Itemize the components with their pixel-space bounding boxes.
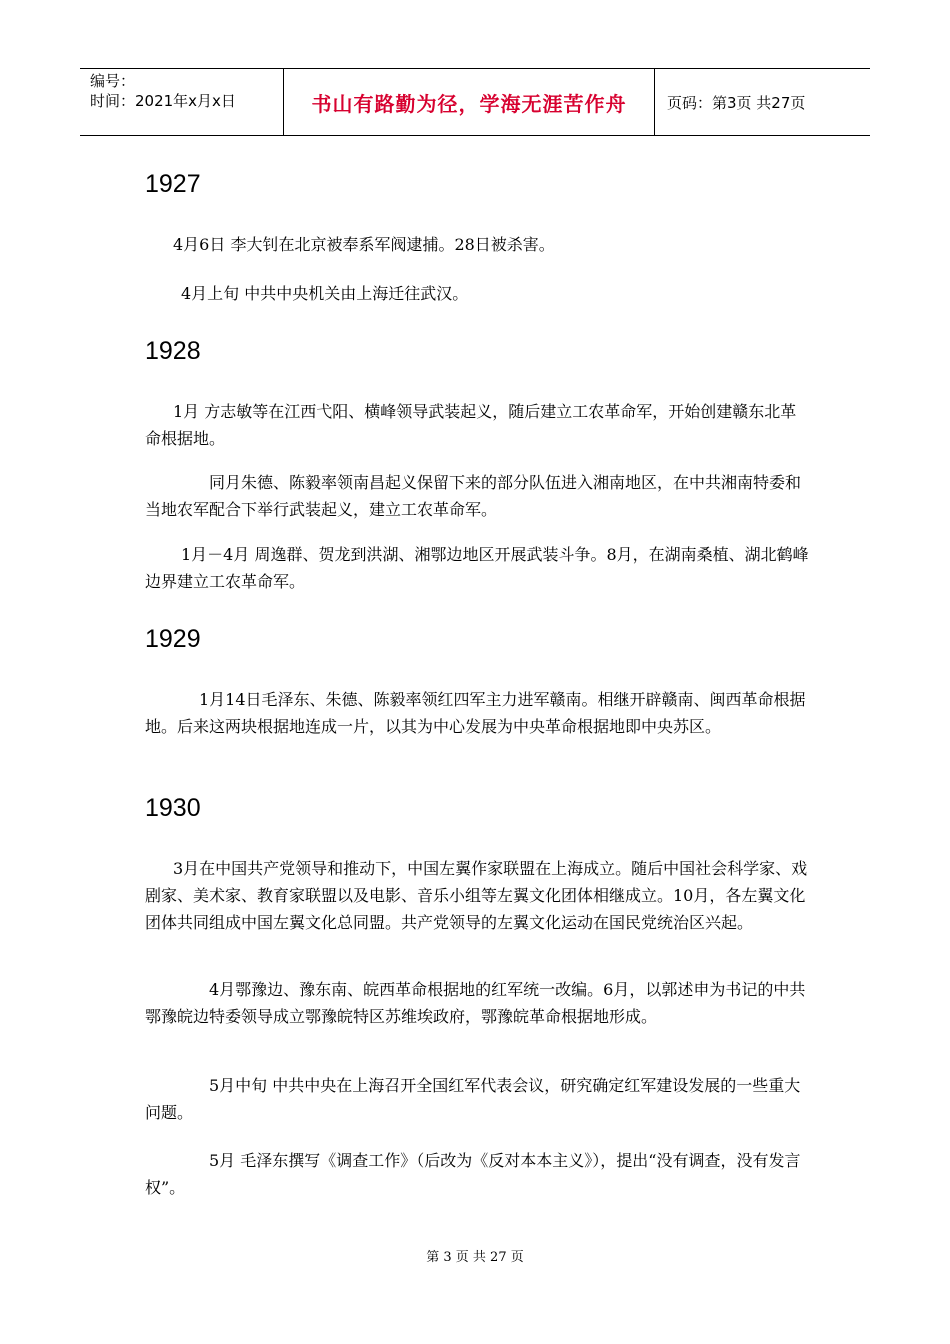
paragraph: 4月上旬 中共中央机关由上海迁往武汉。 bbox=[181, 284, 469, 303]
header-meta bbox=[80, 69, 283, 135]
header-page-info: 页码：第3页 共27页 bbox=[667, 93, 806, 112]
paragraph: 3月在中国共产党领导和推动下，中国左翼作家联盟在上海成立。随后中国社会科学家、戏剧家、美术家、教育家联盟以及电影、音乐小组等左翼文化团体相继成立。10月，各左翼文化团体共同组成中国左翼文化总同盟。共产党领导的左翼文化运动在国民党统治区兴起。 bbox=[145, 859, 808, 932]
header-motto: 书山有路勤为径，学海无涯苦作舟 bbox=[283, 69, 655, 135]
paragraph: 同月朱德、陈毅率领南昌起义保留下来的部分队伍进入湘南地区，在中共湘南特委和当地农军配合下举行武装起义，建立工农革命军。 bbox=[145, 473, 802, 519]
year-heading-1929: 1929 bbox=[145, 625, 201, 653]
page-footer: 第 3 页 共 27 页 bbox=[426, 1250, 524, 1265]
paragraph: 1月14日毛泽东、朱德、陈毅率领红四军主力进军赣南。相继开辟赣南、闽西革命根据地。后来这两块根据地连成一片，以其为中心发展为中央革命根据地即中央苏区。 bbox=[145, 690, 806, 736]
paragraph: 1月－4月 周逸群、贺龙到洪湖、湘鄂边地区开展武装斗争。8月，在湖南桑植、湖北鹤峰边界建立工农革命军。 bbox=[145, 545, 809, 591]
time-label: 时间：2021年x月x日 bbox=[90, 92, 236, 110]
paragraph: 4月鄂豫边、豫东南、皖西革命根据地的红军统一改编。6月，以郭述申为书记的中共鄂豫皖边特委领导成立鄂豫皖特区苏维埃政府，鄂豫皖革命根据地形成。 bbox=[145, 980, 806, 1026]
paragraph: 4月6日 李大钊在北京被奉系军阀逮捕。28日被杀害。 bbox=[173, 235, 555, 254]
paragraph: 5月 毛泽东撰写《调查工作》（后改为《反对本本主义》），提出“没有调查，没有发言权”。 bbox=[145, 1151, 801, 1197]
number-label: 编号： bbox=[90, 72, 136, 90]
paragraph: 1月 方志敏等在江西弋阳、横峰领导武装起义，随后建立工农革命军，开始创建赣东北革命根据地。 bbox=[145, 402, 797, 448]
paragraph: 5月中旬 中共中央在上海召开全国红军代表会议，研究确定红军建设发展的一些重大问题。 bbox=[145, 1076, 801, 1122]
year-heading-1928: 1928 bbox=[145, 337, 201, 365]
year-heading-1930: 1930 bbox=[145, 794, 201, 822]
year-heading-1927: 1927 bbox=[145, 170, 201, 198]
page-header bbox=[80, 68, 870, 136]
